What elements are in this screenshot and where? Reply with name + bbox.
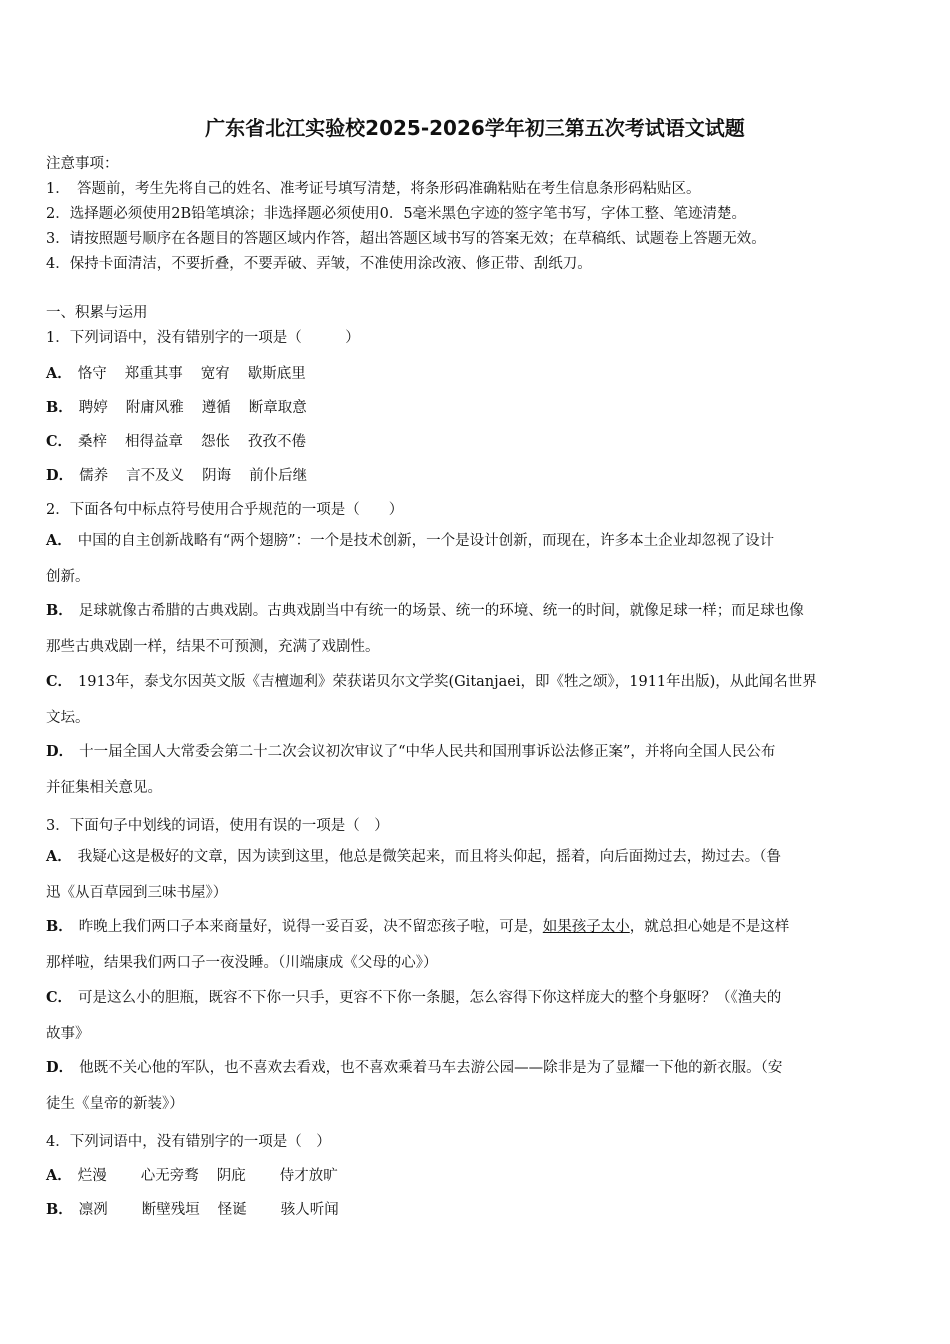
word: 怪诞 [217, 1202, 247, 1218]
option-text: 十一届全国人大常委会第二十二次会议初次审议了“中华人民共和国刑事诉讼法修正案”，并将向全国人民公布 [79, 744, 776, 760]
option-label: C． [46, 433, 73, 450]
option-label: A． [46, 848, 72, 865]
option-text: ，就总担心她是不是这样 [629, 919, 790, 935]
option-label: B． [46, 602, 73, 619]
option-label: A． [46, 532, 72, 549]
word: 相得益章 [125, 434, 184, 450]
word: 心无旁骛 [140, 1168, 199, 1184]
q4-option-a [46, 1164, 338, 1185]
word: 骇人听闻 [280, 1202, 339, 1218]
option-text: 1913年，泰戈尔因英文版《吉檀迦利》荣获诺贝尔文学奖(Gitanjaei，即《牲之颂》，1911年出版)，从此闻名世界 [78, 674, 817, 690]
notice-heading: 注意事项： [46, 156, 119, 172]
option-label: D． [46, 467, 74, 484]
notice-item: 1． 答题前，考生先将自己的姓名、准考证号填写清楚，将条形码准确粘贴在考生信息条形码粘贴区。 [46, 181, 701, 197]
word: 歇斯底里 [247, 366, 306, 382]
option-text: 他既不关心他的军队，也不喜欢去看戏，也不喜欢乘着马车去游公园——除非是为了显耀一下他的新衣服。（安 [79, 1060, 783, 1076]
option-text: 可是这么小的胆瓶，既容不下你一只手，更容不下你一条腿，怎么容得下你这样庞大的整个身躯呀？（《渔夫的 [78, 990, 782, 1006]
word: 断壁残垣 [141, 1202, 200, 1218]
word: 阴庇 [216, 1168, 246, 1184]
option-label: A． [46, 365, 72, 382]
notice-item: 4．保持卡面清洁，不要折叠，不要弄破、弄皱，不准使用涂改液、修正带、刮纸刀。 [46, 256, 592, 272]
option-text-cont: 那些古典戏剧一样，结果不可预测，充满了戏剧性。 [46, 639, 380, 655]
option-text-cont: 徒生《皇帝的新装》） [46, 1096, 184, 1112]
word: 断章取意 [248, 400, 307, 416]
word: 言不及义 [126, 468, 185, 484]
q3-option-c [46, 980, 908, 1052]
q2-option-c [46, 664, 908, 736]
option-text-cont: 故事》 [46, 1026, 90, 1042]
word: 恪守 [77, 366, 107, 382]
option-text-cont: 创新。 [46, 569, 90, 585]
option-text-cont: 文坛。 [46, 710, 90, 726]
q2-option-d [46, 734, 908, 806]
option-text: 昨晚上我们两口子本来商量好，说得一妥百妥，决不留恋孩子啦，可是， [78, 919, 543, 935]
option-label: B． [46, 1201, 73, 1218]
section-heading: 一、积累与运用 [46, 305, 148, 321]
word: 孜孜不倦 [248, 434, 307, 450]
option-text: 我疑心这是极好的文章，因为读到这里，他总是微笑起来，而且将头仰起，摇着，向后面拗过去，拗过去。（鲁 [77, 849, 782, 865]
option-label: C． [46, 673, 73, 690]
word: 聘婷 [78, 400, 108, 416]
word: 宽宥 [200, 366, 230, 382]
q1-option-d [46, 464, 307, 485]
option-label: A． [46, 1167, 72, 1184]
page-title: 广东省北江实验校2025-2026学年初三第五次考试语文试题 [205, 116, 745, 140]
option-text-cont: 那样啦，结果我们两口子一夜没睡。（川端康成《父母的心》） [46, 955, 438, 971]
notice-item: 2．选择题必须使用2B铅笔填涂；非选择题必须使用0．5毫米黑色字迹的签字笔书写，字体工整、笔迹清楚。 [46, 206, 747, 222]
q2-option-a [46, 523, 908, 595]
q1-option-b [46, 396, 307, 417]
question-3-stem: 3．下面句子中划线的词语，使用有误的一项是（ ） [46, 818, 389, 834]
notice-item: 3．请按照题号顺序在各题目的答题区域内作答，超出答题区域书写的答案无效；在草稿纸、试题卷上答题无效。 [46, 231, 766, 247]
word: 烂漫 [77, 1168, 107, 1184]
question-1-stem: 1．下列词语中，没有错别字的一项是（ ） [46, 330, 360, 346]
q3-option-a [46, 839, 908, 911]
word: 郑重其事 [124, 366, 183, 382]
word: 遵循 [201, 400, 231, 416]
q4-option-b [46, 1198, 339, 1219]
word: 儒养 [79, 468, 109, 484]
option-label: B． [46, 399, 73, 416]
underlined-phrase: 如果孩子太小 [542, 919, 630, 935]
word: 凛冽 [78, 1202, 108, 1218]
option-text-cont: 并征集相关意见。 [46, 780, 162, 796]
option-text: 足球就像古希腊的古典戏剧。古典戏剧当中有统一的场景、统一的环境、统一的时间，就像足球一样；而足球也像 [78, 603, 804, 619]
word: 附庸风雅 [125, 400, 184, 416]
option-label: D． [46, 743, 74, 760]
word: 前仆后继 [249, 468, 308, 484]
question-2-stem: 2．下面各句中标点符号使用合乎规范的一项是（ ） [46, 502, 404, 518]
word: 桑梓 [78, 434, 108, 450]
option-text: 中国的自主创新战略有“两个翅膀”：一个是技术创新，一个是设计创新，而现在，许多本土企业却忽视了设计 [77, 533, 775, 549]
word: 阴诲 [202, 468, 232, 484]
option-label: C． [46, 989, 73, 1006]
option-label: D． [46, 1059, 74, 1076]
q1-option-a [46, 362, 306, 383]
question-4-stem: 4．下列词语中，没有错别字的一项是（ ） [46, 1134, 331, 1150]
q2-option-b [46, 593, 908, 665]
q1-option-c [46, 430, 306, 451]
q3-option-d [46, 1050, 908, 1122]
word: 怨伥 [201, 434, 231, 450]
option-label: B． [46, 918, 73, 935]
q3-option-b [46, 909, 908, 981]
option-text-cont: 迅《从百草园到三味书屋》） [46, 885, 228, 901]
word: 侍才放旷 [279, 1168, 338, 1184]
